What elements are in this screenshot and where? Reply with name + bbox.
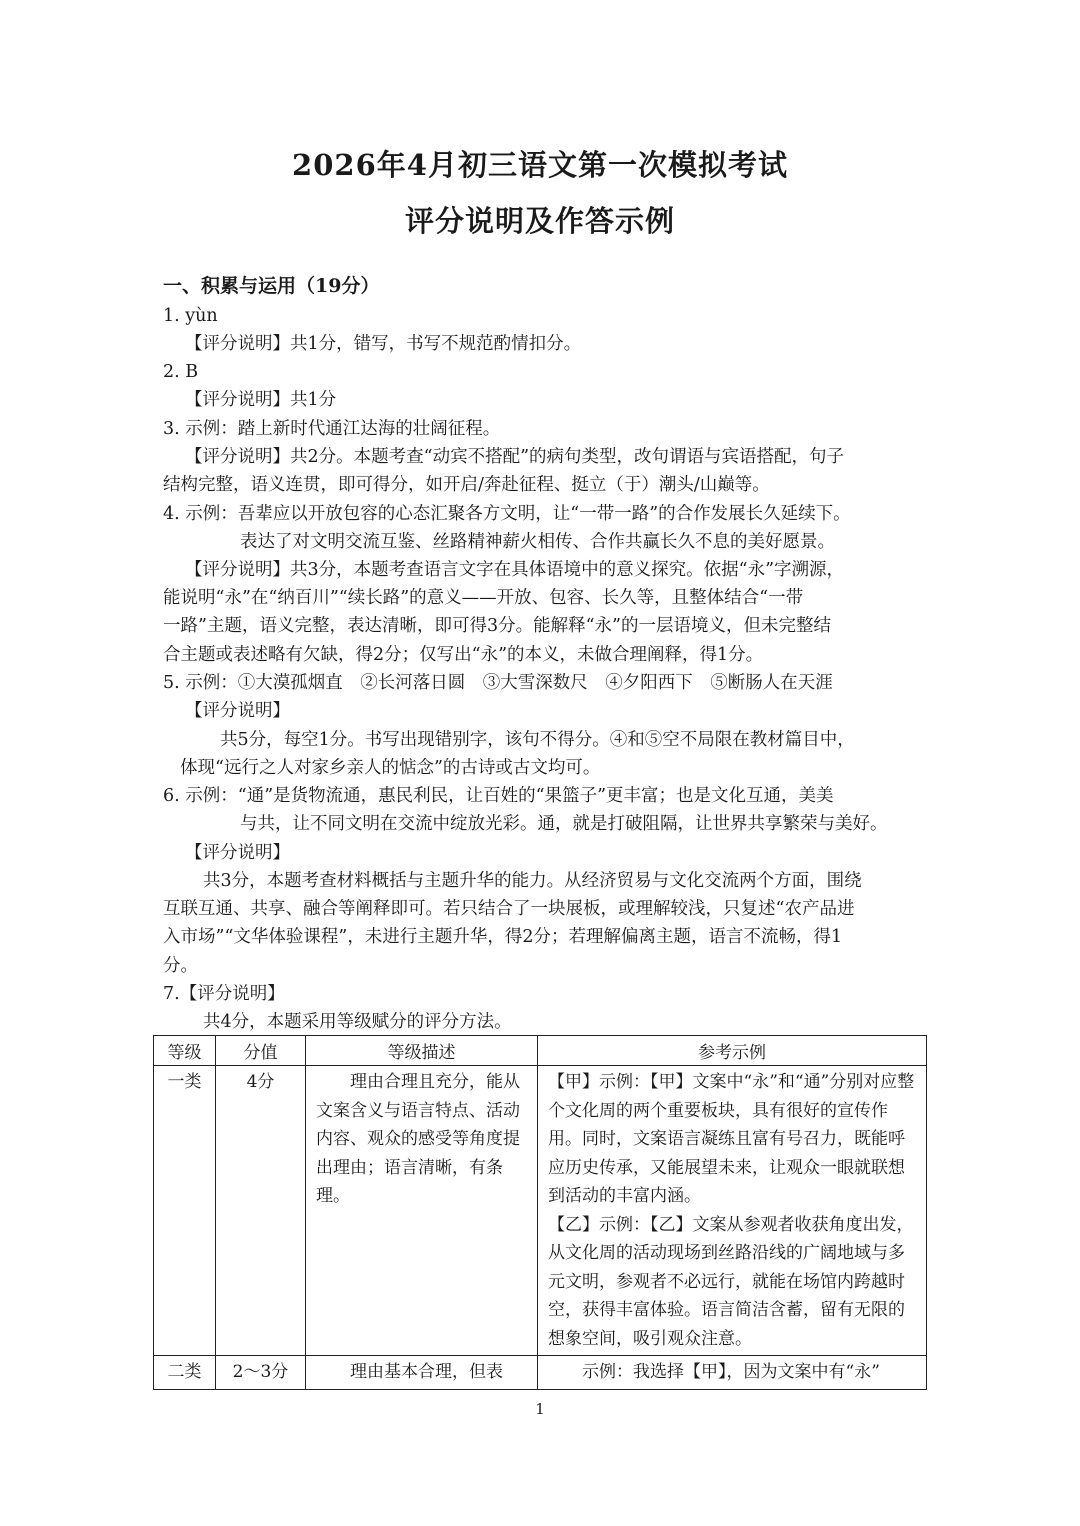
page-number: 1 (535, 1400, 545, 1418)
answer-line: 4. 示例：吾辈应以开放包容的心态汇聚各方文明，让“一带一路”的合作发展长久延续下。 (163, 504, 851, 524)
text-line: 分。 (163, 956, 198, 976)
text-line: 一路”主题，语义完整，表达清晰，即可得3分。能解释“永”的一层语境义，但未完整结 (163, 616, 831, 636)
text-line: 表达了对文明交流互鉴、丝路精神薪火相传、合作共赢长久不息的美好愿景。 (240, 532, 835, 552)
text-line: 体现“远行之人对家乡亲人的惦念”的古诗或古文均可。 (180, 758, 601, 778)
answer-line: 6. 示例：“通”是货物流通，惠民利民，让百姓的“果篮子”更丰富；也是文化互通，美美 (163, 786, 834, 806)
header-example: 参考示例 (538, 1036, 927, 1066)
text-line: 共4分，本题采用等级赋分的评分方法。 (203, 1012, 512, 1032)
scoring-note: 【评分说明】共2分。本题考查“动宾不搭配”的病句类型，改句谓语与宾语搭配，句子 (185, 447, 845, 467)
description-text: 理由基本合理，但表 (350, 1362, 503, 1382)
description-cell (306, 1066, 538, 1356)
header-description: 等级描述 (306, 1036, 538, 1066)
text-line: 结构完整，语义连贯，即可得分，如开启/奔赴征程、挺立（于）潮头/山巅等。 (163, 475, 770, 495)
page-title: 2026年4月初三语文第一次模拟考试 (292, 148, 788, 182)
text-line: 共3分，本题考查材料概括与主题升华的能力。从经济贸易与文化交流两个方面，围绕 (203, 871, 862, 891)
grade-cell: 一类 (154, 1066, 216, 1356)
answer-line: 1. yùn (163, 306, 218, 326)
text-line: 互联互通、共享、融合等阐释即可。若只结合了一块展板，或理解较浅，只复述“农产品进 (163, 899, 855, 919)
header-grade: 等级 (154, 1036, 216, 1066)
grading-table (153, 1035, 927, 1390)
example-text: 示例：我选择【甲】，因为文案中有“永” (582, 1362, 880, 1382)
scoring-note: 【评分说明】共3分，本题考查语言文字在具体语境中的意义探究。依据“永”字溯源， (185, 560, 845, 580)
example-cell (538, 1066, 927, 1356)
description-cell (306, 1356, 538, 1390)
grade-cell: 二类 (154, 1356, 216, 1390)
section-heading: 一、积累与运用（19分） (163, 275, 380, 297)
page-subtitle: 评分说明及作答示例 (404, 204, 675, 238)
answer-line: 3. 示例：踏上新时代通江达海的壮阔征程。 (163, 419, 501, 439)
description-text: 理由合理且充分，能从文案含义与语言特点、活动内容、观众的感受等角度提出理由；语言清晰，有条理。 (316, 1072, 520, 1206)
answer-line: 7.【评分说明】 (163, 984, 285, 1004)
scoring-note: 【评分说明】共1分，错写，书写不规范酌情扣分。 (185, 334, 582, 354)
scoring-note: 【评分说明】 (185, 701, 290, 721)
text-line: 入市场”“文华体验课程”，未进行主题升华，得2分；若理解偏离主题，语言不流畅，得1 (163, 927, 843, 947)
table-row (154, 1356, 927, 1390)
text-line: 合主题或表述略有欠缺，得2分；仅写出“永”的本义，未做合理阐释，得1分。 (163, 645, 764, 665)
text-line: 能说明“永”在“纳百川”“续长路”的意义——开放、包容、长久等，且整体结合“一带 (163, 588, 804, 608)
example-jia: 【甲】示例：【甲】文案中“永”和“通”分别对应整个文化周的两个重要板块，具有很好的宣传作用。同时，文案语言凝练且富有号召力，既能呼应历史传承，又能展望未来，让观众一眼就联想到活动的丰富内涵。 (548, 1072, 915, 1206)
answer-line: 2. B (163, 362, 199, 382)
scoring-note: 【评分说明】共1分 (185, 390, 337, 410)
scoring-note: 【评分说明】 (185, 843, 290, 863)
score-cell: 2～3分 (216, 1356, 306, 1390)
table-row (154, 1066, 927, 1356)
answer-line: 5. 示例：①大漠孤烟直 ②长河落日圆 ③大雪深数尺 ④夕阳西下 ⑤断肠人在天涯 (163, 673, 833, 693)
header-score: 分值 (216, 1036, 306, 1066)
example-yi: 【乙】示例：【乙】文案从参观者收获角度出发，从文化周的活动现场到丝路沿线的广阔地域与多元文明，参观者不必远行，就能在场馆内跨越时空，获得丰富体验。语言简洁含蓄，留有无限的想象空间，吸引观众注意。 (548, 1214, 914, 1349)
table-header-row (154, 1036, 927, 1066)
example-cell (538, 1356, 927, 1390)
score-cell: 4分 (216, 1066, 306, 1356)
text-line: 与共，让不同文明在交流中绽放光彩。通，就是打破阻隔，让世界共享繁荣与美好。 (240, 814, 888, 834)
text-line: 共5分，每空1分。书写出现错别字，该句不得分。④和⑤空不局限在教材篇目中， (220, 730, 855, 750)
